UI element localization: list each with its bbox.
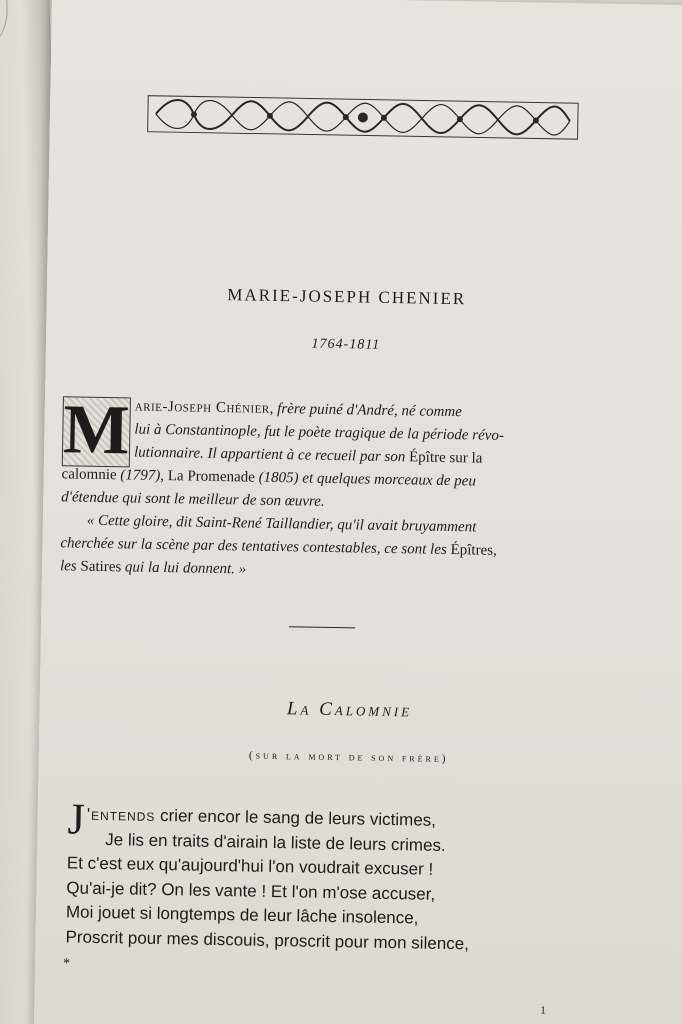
poem-subtitle: (sur la mort de son frère)	[248, 749, 449, 766]
biography-paragraph	[59, 391, 611, 588]
signature-mark: *	[62, 956, 71, 972]
poem-line: Moi jouet si longtemps de leur lâche insolence,	[65, 902, 419, 928]
poem-text: crier encor le sang de leurs victimes,	[155, 805, 437, 830]
poem-line: Proscrit pour mes discouis, proscrit pour mon silence,	[65, 926, 470, 953]
bio-text: , frère puiné d'André, né comme	[269, 400, 463, 421]
bio-year: (1805)	[258, 469, 299, 487]
drop-cap-initial: M	[62, 391, 131, 470]
bio-text: lutionnaire. Il appartient à ce recueil par son	[133, 444, 410, 466]
bio-year: (1797)	[120, 467, 161, 484]
poem-body	[65, 794, 627, 959]
bio-work-title: calomnie	[61, 466, 121, 484]
decorative-headpiece	[146, 90, 581, 146]
poem-line: Je lis en traits d'airain la liste de leurs crimes.	[105, 829, 446, 855]
page-curl	[0, 0, 9, 61]
poem-title: La Calomnie	[286, 698, 413, 722]
bio-work-title: Satires	[80, 558, 122, 576]
bio-quote: qui la lui donnent. »	[121, 559, 247, 578]
bio-text: lui à Constantinople, fut le poète tragique de la période révo-	[134, 421, 505, 444]
bio-quote: cherchée sur la scène par des tentatives contestables, ce sont les	[60, 535, 451, 559]
bio-text: d'étendue qui sont le meilleur de son œuvre.	[61, 489, 325, 510]
section-divider	[289, 626, 355, 628]
bio-work-title: Épître sur la	[408, 449, 483, 467]
bio-quote: les	[59, 558, 81, 575]
poem-line: Et c'est eux qu'aujourd'hui l'on voudrait excuser !	[66, 853, 434, 879]
bio-work-title: Épîtres,	[450, 542, 497, 559]
poem-initial: J	[67, 794, 86, 844]
bio-work-title: , La Promenade	[160, 467, 259, 486]
poem-opening-word: 'entends	[86, 804, 156, 825]
book-page	[34, 0, 682, 1024]
author-dates: 1764-1811	[311, 336, 381, 353]
bio-quote: « Cette gloire, dit Saint-René Taillandier, qu'il avait bruyamment	[86, 512, 477, 536]
page-number: 1	[540, 1004, 546, 1017]
bio-text: et quelques morceaux de peu	[298, 470, 477, 490]
author-title: MARIE-JOSEPH CHENIER	[227, 285, 467, 309]
poem-line: Qu'ai-je dit? On les vante ! Et l'on m'ose accuser,	[66, 877, 436, 904]
bio-name: arie-Joseph Chénier	[134, 398, 270, 417]
